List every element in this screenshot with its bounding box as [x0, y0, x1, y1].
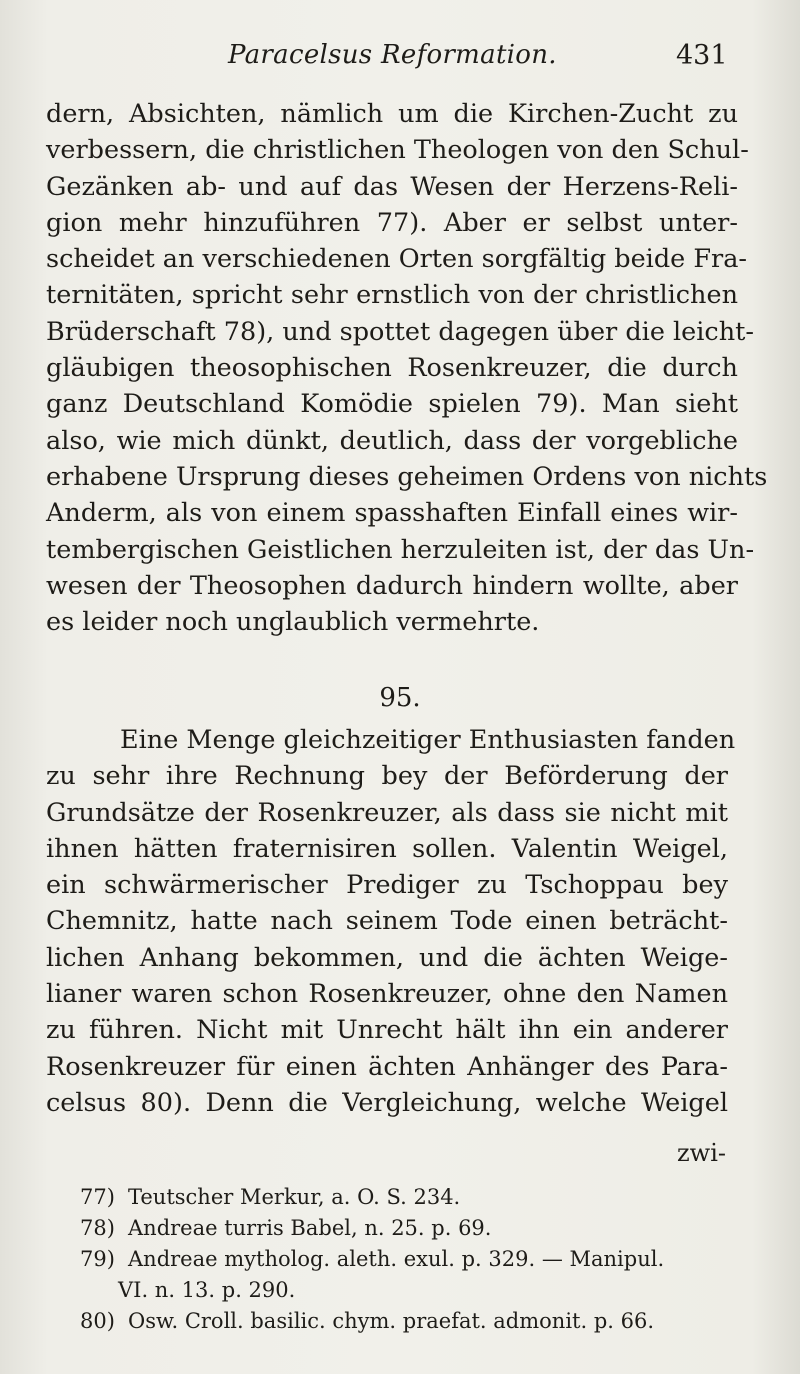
footnote-number: 78)	[80, 1216, 115, 1240]
text-line: ihnen hätten fraternisiren sollen. Valentin Weigel,	[46, 833, 728, 864]
footnote	[80, 1182, 736, 1213]
page-number: 431	[676, 40, 728, 71]
text-line: zu führen. Nicht mit Unrecht hält ihn ein anderer	[46, 1015, 728, 1046]
text-line: ternitäten, spricht sehr ernstlich von der christlichen	[46, 280, 738, 311]
text-line: Chemnitz, hatte nach seinem Tode einen beträcht-	[46, 906, 728, 937]
text-line: dern, Absichten, nämlich um die Kirchen-Zucht zu	[46, 99, 738, 129]
text-line: lichen Anhang bekommen, und die ächten Weige-	[46, 942, 728, 973]
text-line: ein schwärmerischer Prediger zu Tschoppau bey	[46, 870, 728, 901]
running-title: Paracelsus Reformation.	[228, 40, 557, 70]
footnotes	[80, 1182, 736, 1337]
footnote-number: 80)	[80, 1309, 115, 1333]
text-line: tembergischen Geistlichen herzuleiten ist, der das Un-	[46, 534, 755, 565]
text-line: Anderm, als von einem spasshaften Einfall eines wir-	[46, 498, 738, 529]
text-line: lianer waren schon Rosenkreuzer, ohne den Namen	[46, 979, 728, 1010]
text-line: wesen der Theosophen dadurch hindern wollte, aber	[46, 570, 738, 601]
footnote-text: VI. n. 13. p. 290.	[118, 1278, 296, 1302]
text-line: es leider noch unglaublich vermehrte.	[46, 607, 540, 638]
text-line: zu sehr ihre Rechnung bey der Beförderung der	[46, 761, 728, 792]
text-line: Brüderschaft 78), und spottet dagegen über die leicht-	[46, 316, 754, 347]
text-line: also, wie mich dünkt, deutlich, dass der vorgebliche	[46, 425, 738, 456]
text-line: Grundsätze der Rosenkreuzer, als dass sie nicht mit	[46, 797, 728, 828]
text-line: verbessern, die christlichen Theologen von den Schul-	[46, 135, 749, 166]
text-line: ganz Deutschland Komödie spielen 79). Man sieht	[46, 389, 738, 420]
text-line: Rosenkreuzer für einen ächten Anhänger des Para-	[46, 1051, 728, 1082]
text-line: Gezänken ab- und auf das Wesen der Herzens-Reli-	[46, 171, 738, 202]
footnote	[80, 1213, 736, 1244]
footnote-text: Andreae turris Babel, n. 25. p. 69.	[128, 1216, 492, 1240]
text-line: scheidet an verschiedenen Orten sorgfältig beide Fra-	[46, 244, 748, 275]
text-line: celsus 80). Denn die Vergleichung, welche Weigel	[46, 1087, 728, 1118]
footnote	[80, 1244, 736, 1275]
footnote-number: 77)	[80, 1185, 115, 1209]
footnote-continuation	[80, 1275, 736, 1306]
footnote-text: Teutscher Merkur, a. O. S. 234.	[128, 1185, 461, 1209]
paragraph-1	[46, 96, 768, 640]
text-line: erhabene Ursprung dieses geheimen Ordens von nichts	[46, 461, 768, 492]
text-line: gläubigen theosophischen Rosenkreuzer, die durch	[46, 353, 738, 384]
footnote	[80, 1306, 736, 1337]
paragraph-2	[46, 722, 736, 1121]
footnote-text: Andreae mytholog. aleth. exul. p. 329. — Manipul.	[128, 1247, 665, 1271]
page-header	[0, 40, 800, 80]
footnote-number: 79)	[80, 1247, 115, 1271]
footnote-text: Osw. Croll. basilic. chym. praefat. admonit. p. 66.	[128, 1309, 655, 1333]
text-line: gion mehr hinzuführen 77). Aber er selbst unter-	[46, 207, 738, 238]
text-line: Eine Menge gleichzeitiger Enthusiasten fanden	[120, 725, 736, 755]
section-number: 95.	[379, 683, 421, 713]
catchword: zwi-	[677, 1139, 726, 1167]
